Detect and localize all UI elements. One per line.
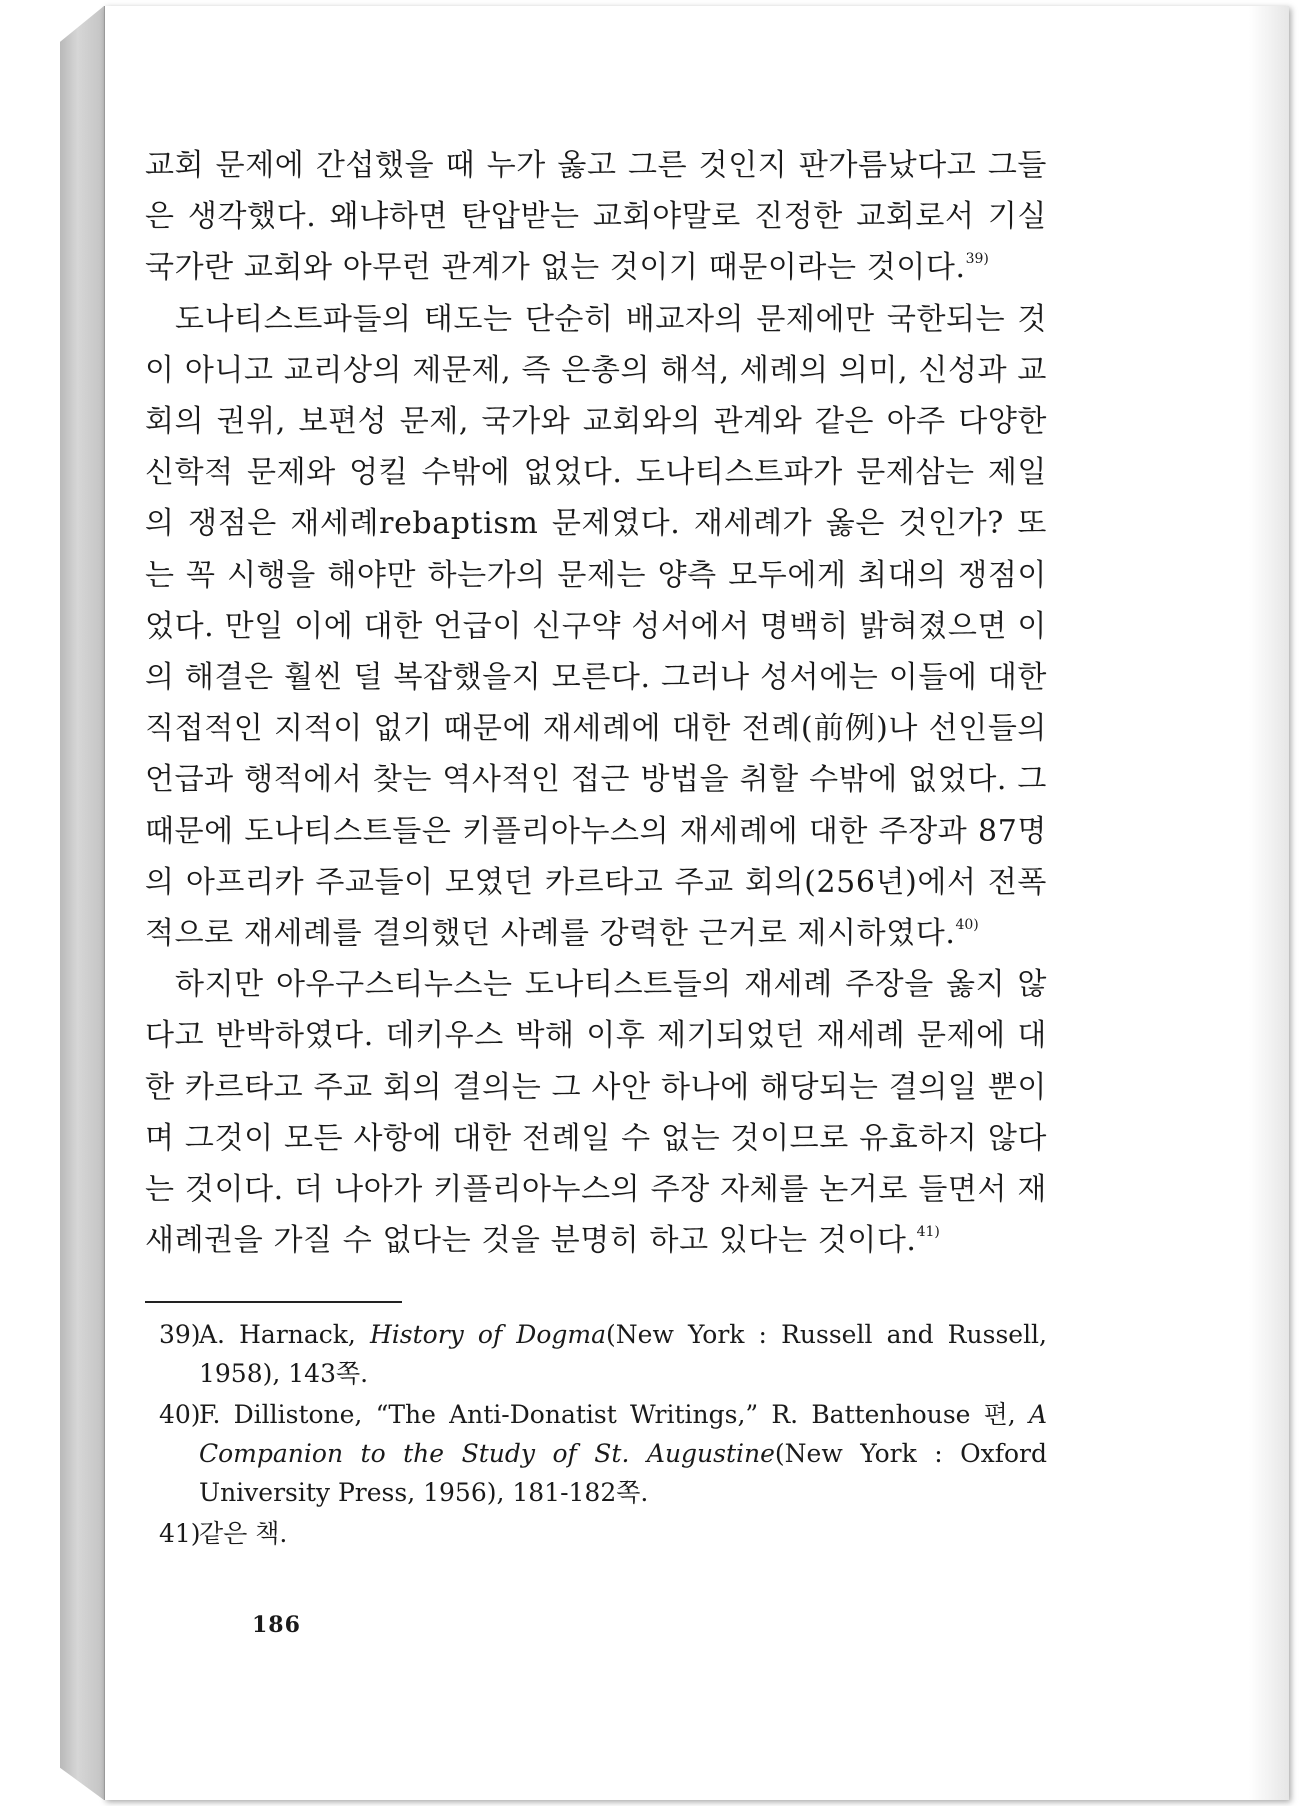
footnote-title: A Companion to the Study of St. Augustine xyxy=(199,1400,1047,1469)
paragraph-text: 교회 문제에 간섭했을 때 누가 옳고 그른 것인지 판가름났다고 그들은 생각했다. 왜냐하면 탄압받는 교회야말로 진정한 교회로서 기실 국가란 교회와 아무런 관계가 없는 것이기 때문이라는 것이다. xyxy=(145,148,1047,286)
footnote-40 xyxy=(145,1395,1047,1512)
footnote-number: 41) xyxy=(159,1519,201,1549)
footnote-ref-40: 40) xyxy=(955,917,979,934)
body-paragraph-3 xyxy=(145,959,1047,1266)
body-paragraph-2 xyxy=(145,294,1047,960)
body-paragraph-1 xyxy=(145,140,1047,294)
footnotes xyxy=(145,1315,1047,1553)
footnote-number: 39) xyxy=(159,1320,201,1350)
footnote-text: (New York : Russell and Russell, 1958), 143쪽. xyxy=(199,1320,1048,1389)
footnote-text: F. Dillistone, “The Anti-Donatist Writings,” R. Battenhouse 편, xyxy=(199,1400,1029,1430)
footnote-39 xyxy=(145,1315,1047,1393)
footnote-text: (New York : Oxford University Press, 1956), 181-182쪽. xyxy=(199,1439,1047,1508)
footnote-text: A. Harnack, xyxy=(199,1320,370,1350)
paragraph-text: 도나티스트파들의 태도는 단순히 배교자의 문제에만 국한되는 것이 아니고 교리상의 제문제, 즉 은총의 해석, 세례의 의미, 신성과 교회의 권위, 보편성 문제, 국가와 교회와의 관계와 같은 아주 다양한 신학적 문제와 엉킬 수밖에 없었다. 도나티스트파가 문제삼는 제일의 쟁점은 재세례rebaptism 문제였다. 재세례가 옳은 것인가? 또는 꼭 시행을 해야만 하는가의 문제는 양측 모두에게 최대의 쟁점이었다. 만일 이에 대한 언급이 신구약 성서에서 명백히 밝혀졌으면 이의 해결은 훨씬 덜 복잡했을지 모른다. 그러나 성서에는 이들에 대한 직접적인 지적이 없기 때문에 재세례에 대한 전례(前例)나 선인들의 언급과 행적에서 찾는 역사적인 접근 방법을 취할 수밖에 없었다. 그 때문에 도나티스트들은 키플리아누스의 재세례에 대한 주장과 87명의 아프리카 주교들이 모였던 카르타고 주교 회의(256년)에서 전폭적으로 재세례를 결의했던 사례를 강력한 근거로 제시하였다. xyxy=(145,301,1047,952)
footnote-ref-39: 39) xyxy=(965,251,989,268)
footnote-41 xyxy=(145,1514,1047,1553)
footnote-number: 40) xyxy=(159,1400,201,1430)
footnote-ref-41: 41) xyxy=(916,1224,940,1241)
page-edge-shade xyxy=(1249,6,1289,1800)
footnote-text: 같은 책. xyxy=(199,1519,288,1549)
paragraph-text: 하지만 아우구스티누스는 도나티스트들의 재세례 주장을 옳지 않다고 반박하였다. 데키우스 박해 이후 제기되었던 재세례 문제에 대한 카르타고 주교 회의 결의는 그 사안 하나에 해당되는 결의일 뿐이며 그것이 모든 사항에 대한 전례일 수 없는 것이므로 유효하지 않다는 것이다. 더 나아가 키플리아누스의 주장 자체를 논거로 들면서 재새례권을 가질 수 없다는 것을 분명히 하고 있다는 것이다. xyxy=(145,967,1047,1259)
page-number: 186 xyxy=(252,1612,301,1638)
page-content xyxy=(145,140,1047,1555)
footnote-divider xyxy=(145,1301,402,1303)
footnote-title: History of Dogma xyxy=(369,1320,607,1350)
book-spine xyxy=(60,6,104,1800)
